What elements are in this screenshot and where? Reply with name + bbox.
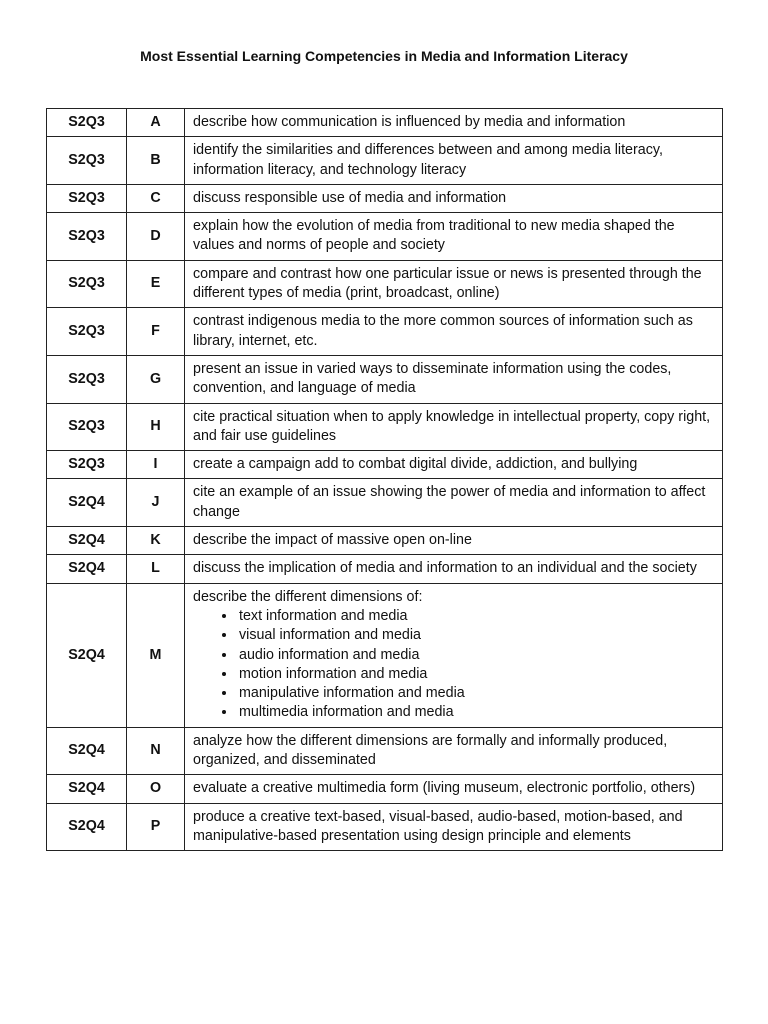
competency-letter-cell: G (127, 355, 185, 403)
competency-letter-cell: K (127, 527, 185, 555)
competency-description-cell (185, 555, 723, 583)
table-row (47, 403, 723, 451)
quarter-code-cell: S2Q3 (47, 403, 127, 451)
competency-description: describe how communication is influenced by media and information (193, 114, 626, 130)
table-row (47, 184, 723, 212)
quarter-code-cell: S2Q3 (47, 308, 127, 356)
table-row (47, 260, 723, 308)
quarter-code-cell: S2Q3 (47, 451, 127, 479)
competencies-table (46, 108, 723, 851)
competency-description-cell (185, 775, 723, 803)
competency-description: cite an example of an issue showing the power of media and information to affect change (193, 484, 706, 520)
competency-letter-cell: A (127, 109, 185, 137)
competency-letter-cell: H (127, 403, 185, 451)
competency-description: create a campaign add to combat digital divide, addiction, and bullying (193, 456, 638, 473)
competency-description: contrast indigenous media to the more common sources of information such as library, internet, etc. (193, 313, 693, 349)
competency-description: describe the impact of massive open on-line (193, 532, 472, 549)
competency-letter-cell: P (127, 803, 185, 851)
quarter-code-cell: S2Q3 (47, 355, 127, 403)
quarter-code-cell: S2Q4 (47, 727, 127, 775)
competency-description: analyze how the different dimensions are formally and informally produced, organized, and disseminated (193, 732, 668, 769)
competency-letter-cell: N (127, 727, 185, 775)
table-row (47, 308, 723, 356)
competency-description-cell (185, 451, 723, 479)
quarter-code-cell: S2Q3 (47, 260, 127, 308)
list-item: • manipulative information and media (237, 684, 714, 703)
competency-description: discuss the implication of media and information to an individual and the society (193, 560, 697, 577)
list-item: • text information and media (237, 607, 714, 626)
competency-description-cell (185, 727, 723, 775)
competency-description-cell (185, 803, 723, 851)
competency-description: compare and contrast how one particular issue or news is presented through the different types of media (print, broadcast, online) (193, 265, 702, 302)
quarter-code-cell: S2Q4 (47, 583, 127, 727)
competency-description: present an issue in varied ways to disseminate information using the codes, convention, and language of media (193, 360, 672, 397)
quarter-code-cell: S2Q4 (47, 803, 127, 851)
competency-letter-cell: O (127, 775, 185, 803)
competency-letter-cell: B (127, 137, 185, 185)
competency-description-cell (185, 308, 723, 356)
table-row (47, 451, 723, 479)
competency-letter-cell: J (127, 479, 185, 527)
competency-letter-cell: C (127, 184, 185, 212)
quarter-code-cell: S2Q4 (47, 555, 127, 583)
competency-description: identify the similarities and differences between and among media literacy, information literacy, and technology literacy (193, 142, 663, 178)
table-row (47, 109, 723, 137)
competency-description-cell (185, 355, 723, 403)
list-item: • audio information and media (237, 646, 714, 665)
table-row (47, 555, 723, 583)
competency-description-cell (185, 184, 723, 212)
table-row (47, 527, 723, 555)
competency-letter-cell: L (127, 555, 185, 583)
table-row (47, 355, 723, 403)
table-row (47, 479, 723, 527)
competency-letter-cell: I (127, 451, 185, 479)
competency-letter-cell: E (127, 260, 185, 308)
table-row (47, 213, 723, 261)
competency-description-cell (185, 109, 723, 137)
competency-description: describe the different dimensions of: (193, 588, 423, 605)
table-row (47, 803, 723, 851)
quarter-code-cell: S2Q3 (47, 109, 127, 137)
quarter-code-cell: S2Q4 (47, 479, 127, 527)
competency-letter-cell: M (127, 583, 185, 727)
competency-description-cell (185, 213, 723, 261)
competency-description: discuss responsible use of media and information (193, 189, 507, 206)
list-item: • visual information and media (237, 626, 714, 645)
competency-letter-cell: D (127, 213, 185, 261)
competencies-table-body (47, 109, 723, 851)
competency-description-cell (185, 137, 723, 185)
table-row (47, 727, 723, 775)
dimensions-list (193, 607, 714, 723)
competency-description-cell (185, 403, 723, 451)
competency-description: produce a creative text-based, visual-based, audio-based, motion-based, and manipulative-based presentation using design principle and elements (193, 808, 683, 844)
list-item: • motion information and media (237, 665, 714, 684)
table-row (47, 775, 723, 803)
quarter-code-cell: S2Q4 (47, 527, 127, 555)
competency-description-cell (185, 527, 723, 555)
quarter-code-cell: S2Q4 (47, 775, 127, 803)
competency-description-cell (185, 583, 723, 727)
competency-description-cell (185, 260, 723, 308)
list-item: • multimedia information and media (237, 703, 714, 722)
competency-description: cite practical situation when to apply knowledge in intellectual property, copy right, and fair use guidelines (193, 408, 711, 444)
competency-description: evaluate a creative multimedia form (living museum, electronic portfolio, others) (193, 780, 696, 797)
quarter-code-cell: S2Q3 (47, 137, 127, 185)
quarter-code-cell: S2Q3 (47, 213, 127, 261)
quarter-code-cell: S2Q3 (47, 184, 127, 212)
table-row (47, 137, 723, 185)
table-row (47, 583, 723, 727)
competency-description: explain how the evolution of media from traditional to new media shaped the values and norms of people and society (193, 218, 675, 254)
competency-letter-cell: F (127, 308, 185, 356)
document-title: Most Essential Learning Competencies in Media and Information Literacy (140, 48, 628, 64)
competency-description-cell (185, 479, 723, 527)
